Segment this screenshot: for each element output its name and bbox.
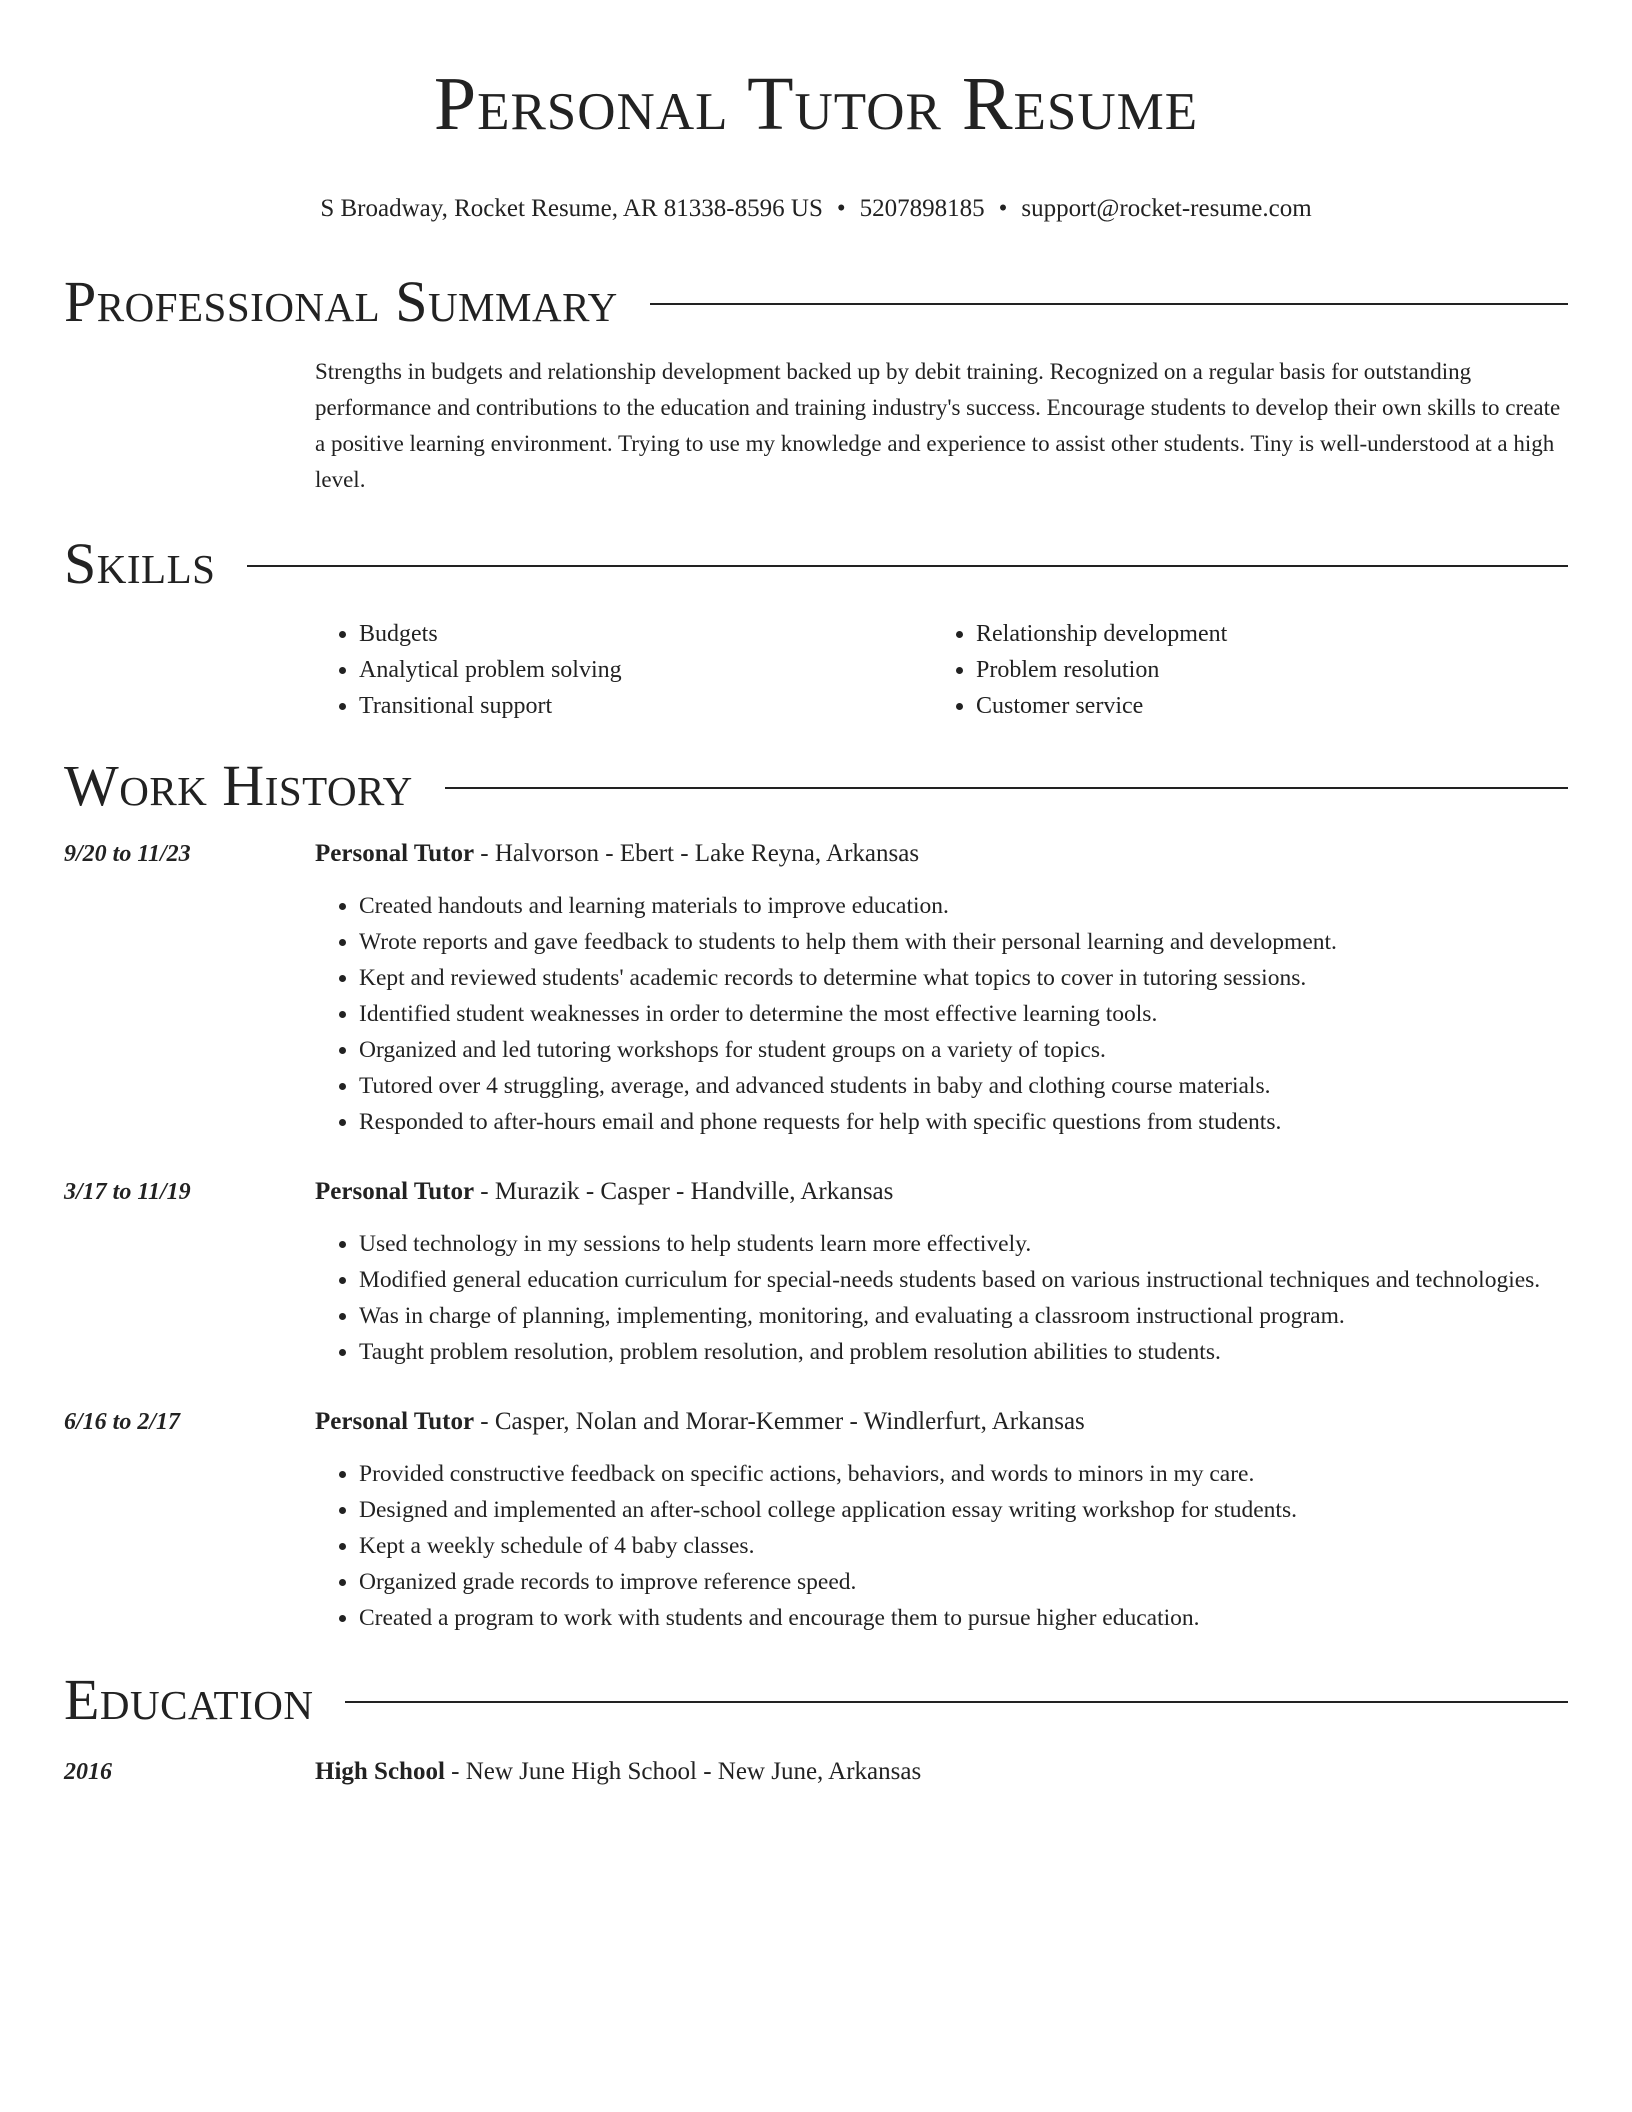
list-item: • Tutored over 4 struggling, average, and advanced students in baby and clothing course materials. (359, 1068, 1568, 1104)
skill-item: • Problem resolution (976, 652, 1549, 688)
list-item: • Created a program to work with students and encourage them to pursue higher education. (359, 1600, 1568, 1636)
education-year: 2016 (64, 1759, 112, 1785)
list-item: • Organized and led tutoring workshops for student groups on a variety of topics. (359, 1032, 1568, 1068)
skills-column-right (932, 616, 1549, 724)
job-body (315, 1404, 1568, 1636)
section-rule (650, 303, 1568, 305)
skill-item: • Customer service (976, 688, 1549, 724)
job-entry (64, 1404, 1568, 1636)
job-body (315, 1174, 1568, 1370)
list-item: • Was in charge of planning, implementing, monitoring, and evaluating a classroom instructional program. (359, 1298, 1568, 1334)
job-details: - Halvorson - Ebert - Lake Reyna, Arkansas (474, 840, 920, 867)
section-rule (345, 1701, 1568, 1703)
job-details: - Casper, Nolan and Morar-Kemmer - Windlerfurt, Arkansas (474, 1408, 1085, 1435)
separator-dot: • (998, 195, 1008, 222)
job-title: Personal Tutor (315, 1408, 475, 1435)
skill-item: • Budgets (359, 616, 932, 652)
list-item: • Modified general education curriculum for special-needs students based on various instructional techniques and technologies. (359, 1262, 1568, 1298)
job-dates: 9/20 to 11/23 (64, 841, 191, 867)
list-item: • Identified student weaknesses in order to determine the most effective learning tools. (359, 996, 1568, 1032)
summary-text: Strengths in budgets and relationship development backed up by debit training. Recognized on a regular basis for outstanding performance and contributions to the education and training industry's success. Encourage students to develop their own skills to create a positive learning environment. Trying to use my knowledge and experience to assist other students. Tiny is well-understood at a high level. (315, 359, 1561, 492)
list-item: • Provided constructive feedback on specific actions, behaviors, and words to minors in my care. (359, 1456, 1568, 1492)
resume-title: Personal Tutor Resume (433, 62, 1199, 146)
phone: 5207898185 (859, 195, 985, 222)
job-title-line (315, 1174, 1568, 1210)
separator-dot: • (836, 195, 846, 222)
section-title: Skills (64, 531, 216, 596)
job-entry (64, 836, 1568, 1140)
job-dates: 3/17 to 11/19 (64, 1179, 191, 1205)
list-item: • Responded to after-hours email and phone requests for help with specific questions from students. (359, 1104, 1568, 1140)
job-bullets (315, 888, 1568, 1140)
skills-column-left (315, 616, 932, 724)
skills-list (315, 616, 1568, 724)
contact-line (64, 192, 1568, 226)
section-header-summary (64, 270, 1568, 334)
education-line (315, 1754, 921, 1790)
section-title: Education (64, 1667, 314, 1732)
section-title: Professional Summary (64, 269, 618, 334)
education-details: - New June High School - New June, Arkansas (444, 1758, 922, 1785)
list-item: • Used technology in my sessions to help students learn more effectively. (359, 1226, 1568, 1262)
skill-item: • Analytical problem solving (359, 652, 932, 688)
list-item: • Taught problem resolution, problem resolution, and problem resolution abilities to students. (359, 1334, 1568, 1370)
job-bullets (315, 1226, 1568, 1370)
education-degree: High School (315, 1758, 445, 1785)
list-item: • Kept a weekly schedule of 4 baby classes. (359, 1528, 1568, 1564)
job-body (315, 836, 1568, 1140)
job-details: - Murazik - Casper - Handville, Arkansas (474, 1178, 894, 1205)
section-header-skills (64, 532, 1568, 596)
job-title: Personal Tutor (315, 840, 475, 867)
list-item: • Wrote reports and gave feedback to students to help them with their personal learning and development. (359, 924, 1568, 960)
section-header-work (64, 754, 1568, 818)
skill-item: • Transitional support (359, 688, 932, 724)
list-item: • Designed and implemented an after-school college application essay writing workshop for students. (359, 1492, 1568, 1528)
section-rule (445, 787, 1568, 789)
list-item: • Organized grade records to improve reference speed. (359, 1564, 1568, 1600)
email: support@rocket-resume.com (1021, 195, 1312, 222)
list-item: • Created handouts and learning materials to improve education. (359, 888, 1568, 924)
job-title-line (315, 836, 1568, 872)
job-title-line (315, 1404, 1568, 1440)
job-entry (64, 1174, 1568, 1370)
job-dates: 6/16 to 2/17 (64, 1409, 181, 1435)
education-entry (64, 1754, 1568, 1790)
section-title: Work History (64, 753, 413, 818)
skill-item: • Relationship development (976, 616, 1549, 652)
section-rule (247, 565, 1568, 567)
job-title: Personal Tutor (315, 1178, 475, 1205)
address: S Broadway, Rocket Resume, AR 81338-8596 US (320, 195, 823, 222)
job-bullets (315, 1456, 1568, 1636)
list-item: • Kept and reviewed students' academic records to determine what topics to cover in tutoring sessions. (359, 960, 1568, 996)
section-header-education (64, 1668, 1568, 1732)
